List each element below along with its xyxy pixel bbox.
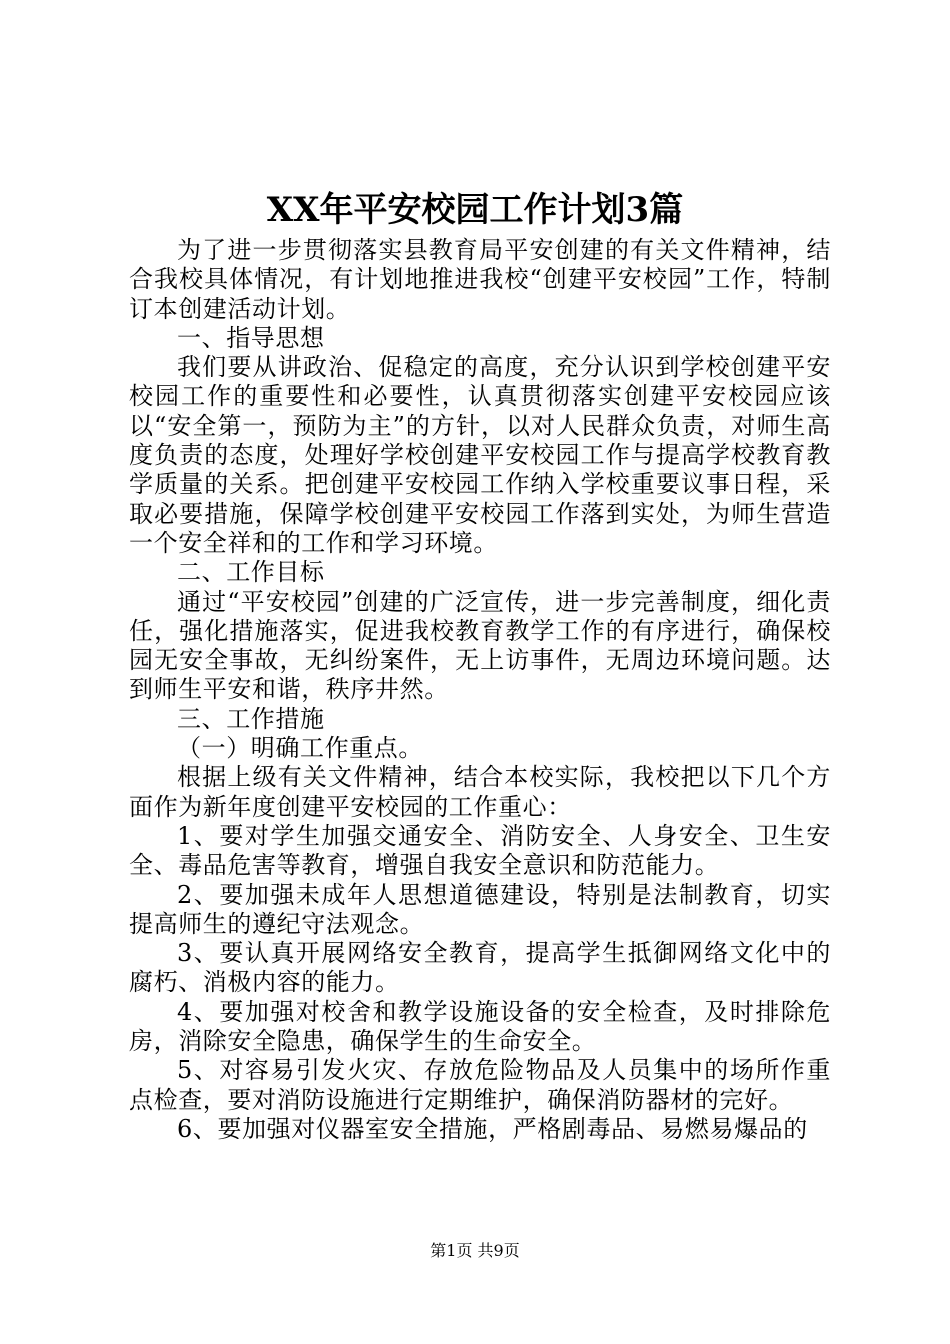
paragraph-work-goals: 通过“平安校园”创建的广泛宣传，进一步完善制度，细化责任，强化措施落实，促进我校教育教学工作的有序进行，确保校园无安全事故，无纠纷案件，无上访事件，无周边环境问题。达到师生平安和谐，秩序井然。 <box>129 587 831 704</box>
subheading-key-points: （一）明确工作重点。 <box>177 734 423 763</box>
paragraph-guiding-ideology: 我们要从讲政治、促稳定的高度，充分认识到学校创建平安校园工作的重要性和必要性，认真贯彻落实创建平安校园应该以“安全第一，预防为主”的方针，以对人民群众负责，对师生高度负责的态度，处理好学校创建平安校园工作与提高学校教育教学质量的关系。把创建平安校园工作纳入学校重要议事日程，采取必要措施，保障学校创建平安校园工作落到实处，为师生营造一个安全祥和的工作和学习环境。 <box>129 353 831 557</box>
paragraph-key-points: 根据上级有关文件精神，结合本校实际，我校把以下几个方面作为新年度创建平安校园的工作重心： <box>129 763 831 821</box>
list-item-5: 5、对容易引发火灾、存放危险物品及人员集中的场所作重点检查，要对消防设施进行定期维护，确保消防器材的完好。 <box>129 1056 831 1114</box>
document-body <box>129 236 831 1144</box>
list-item-4: 4、要加强对校舍和教学设施设备的安全检查，及时排除危房，消除安全隐患，确保学生的生命安全。 <box>129 997 831 1056</box>
document-title: XX年平安校园工作计划3篇 <box>266 190 684 230</box>
page-footer: 第1页 共9页 <box>430 1241 520 1260</box>
list-item-3: 3、要认真开展网络安全教育，提高学生抵御网络文化中的腐朽、消极内容的能力。 <box>129 939 831 997</box>
heading-work-measures: 三、工作措施 <box>177 704 325 733</box>
heading-guiding-ideology: 一、指导思想 <box>177 323 325 352</box>
list-item-6: 6、要加强对仪器室安全措施，严格剧毒品、易燃易爆品的 <box>177 1114 808 1143</box>
list-item-1: 1、要对学生加强交通安全、消防安全、人身安全、卫生安全、毒品危害等教育，增强自我安全意识和防范能力。 <box>129 821 831 880</box>
list-item-2: 2、要加强未成年人思想道德建设，特别是法制教育，切实提高师生的遵纪守法观念。 <box>129 880 831 938</box>
paragraph-intro: 为了进一步贯彻落实县教育局平安创建的有关文件精神，结合我校具体情况，有计划地推进我校“创建平安校园”工作，特制订本创建活动计划。 <box>129 236 831 323</box>
heading-work-goals: 二、工作目标 <box>177 558 325 587</box>
